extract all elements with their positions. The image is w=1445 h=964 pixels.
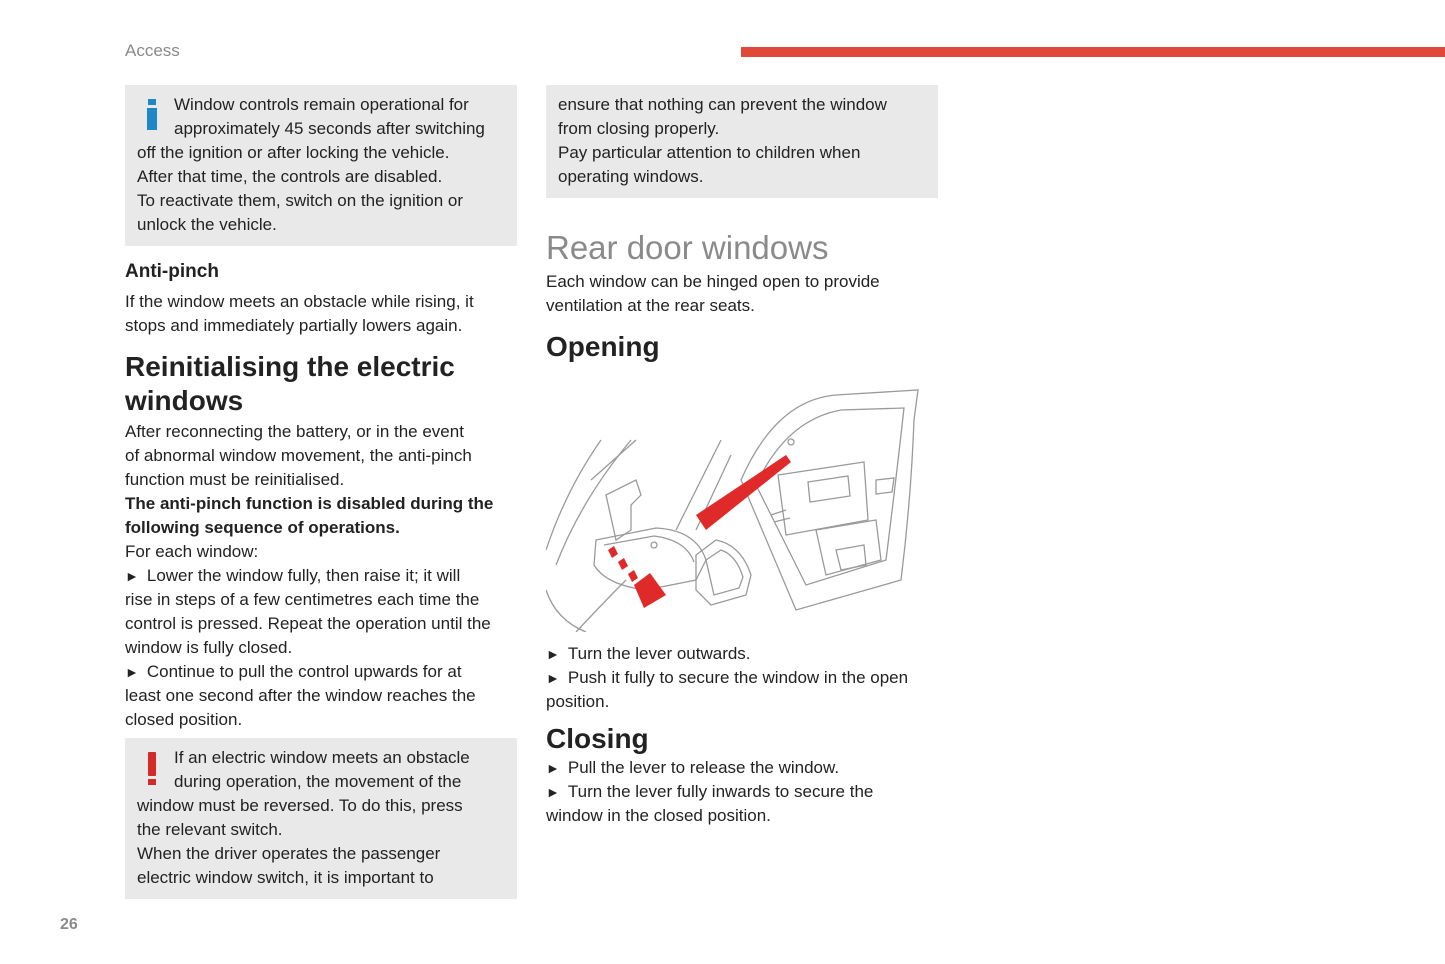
info-line: approximately 45 seconds after switching <box>174 119 485 138</box>
reinit-intro: After reconnecting the battery, or in the event of abnormal window movement, the anti-pinch function must be reinitialised. The anti-pinch function is disabled during the following sequence of operations. For each window: ► Lower the window fully, then raise it; it will rise in steps of a few centimetres each time the control is pressed. Repeat the operation until the window is fully closed. ► Continue to pull the control upwards for at least one second after the window reaches the closed position. <box>125 422 494 729</box>
accent-bar <box>741 47 1445 57</box>
warning-box <box>125 738 517 899</box>
info-icon <box>137 93 174 141</box>
rear-window-lever-illustration <box>546 380 938 632</box>
section-label: Access <box>125 41 180 60</box>
warning-line: during operation, the movement of the <box>174 772 462 791</box>
rear-window-lever-diagram <box>546 380 938 632</box>
info-line: off the ignition or after locking the vehicle. <box>137 143 450 162</box>
bullet-icon: ► <box>125 568 139 584</box>
rear-door-heading: Rear door windows <box>546 229 829 266</box>
info-line: Window controls remain operational for <box>174 95 469 114</box>
info-line: To reactivate them, switch on the ignition or <box>137 191 463 210</box>
reinit-heading: Reinitialising the electric windows <box>125 351 455 416</box>
warning-line: When the driver operates the passenger <box>137 844 441 863</box>
anti-pinch-text: If the window meets an obstacle while rising, it stops and immediately partially lowers again. <box>125 292 474 335</box>
bullet-icon: ► <box>546 784 560 800</box>
warning-line: If an electric window meets an obstacle <box>174 748 470 767</box>
anti-pinch-heading: Anti-pinch <box>125 261 219 282</box>
warning-line: electric window switch, it is important to <box>137 868 434 887</box>
bullet-icon: ► <box>125 664 139 680</box>
opening-steps: ► Turn the lever outwards. ► Push it fully to secure the window in the open position. <box>546 644 909 711</box>
page-number: 26 <box>60 916 78 933</box>
warning-icon <box>137 746 174 794</box>
warning-line: operating windows. <box>558 167 704 186</box>
warning-line: the relevant switch. <box>137 820 283 839</box>
bullet-icon: ► <box>546 760 560 776</box>
info-box <box>125 85 517 246</box>
rear-door-text: Each window can be hinged open to provide ventilation at the rear seats. <box>546 272 880 315</box>
right-column <box>546 85 938 828</box>
left-column <box>125 85 517 899</box>
warning-line: window must be reversed. To do this, press <box>137 796 463 815</box>
closing-heading: Closing <box>546 723 649 754</box>
info-line: After that time, the controls are disabled. <box>137 167 443 186</box>
info-line: unlock the vehicle. <box>137 215 277 234</box>
bullet-icon: ► <box>546 646 560 662</box>
warning-line: ensure that nothing can prevent the window <box>558 95 887 114</box>
warning-line: from closing properly. <box>558 119 720 138</box>
warning-line: Pay particular attention to children when <box>558 143 861 162</box>
closing-steps: ► Pull the lever to release the window. ► Turn the lever fully inwards to secure the window in the closed position. <box>546 758 874 825</box>
bullet-icon: ► <box>546 670 560 686</box>
warning-box-continued <box>546 85 938 198</box>
opening-heading: Opening <box>546 331 660 362</box>
